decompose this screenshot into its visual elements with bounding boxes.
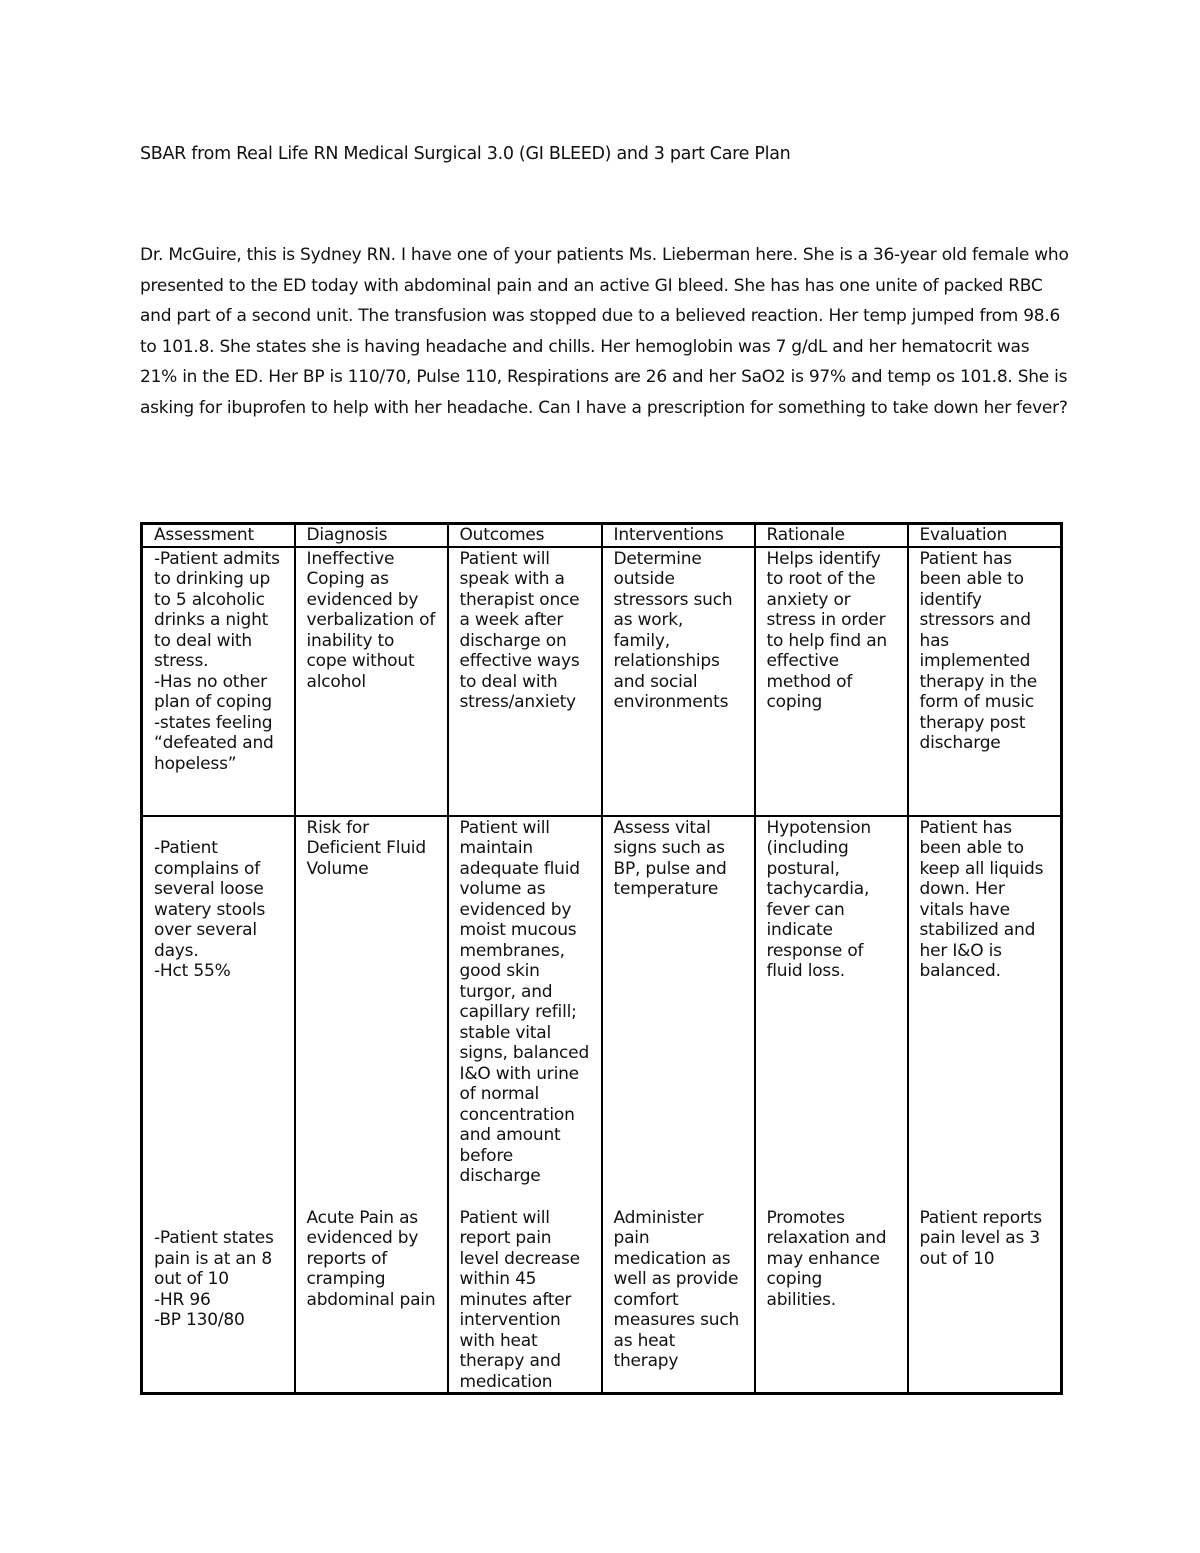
cell-text: Hypotension (including postural, tachycardia, fever can indicate response of fluid loss. xyxy=(766,817,871,981)
table-row xyxy=(142,816,1062,1394)
cell-text: Patient has been able to keep all liquids down. Her vitals have stabilized and her I&O is balanced. xyxy=(919,817,1044,981)
header-rationale: Rationale xyxy=(755,524,908,547)
assessment-cell xyxy=(142,816,295,1394)
header-interventions: Interventions xyxy=(602,524,755,547)
header-outcomes: Outcomes xyxy=(448,524,602,547)
cell-text: -Patient admits to drinking up to 5 alcoholic drinks a night to deal with stress. -Has no other plan of coping -states feeling “defeated and hopeless” xyxy=(154,548,280,774)
evaluation-cell xyxy=(908,816,1062,1394)
sbar-paragraph: Dr. McGuire, this is Sydney RN. I have one of your patients Ms. Lieberman here. She is a 36-year old female who presented to the ED today with abdominal pain and an active GI bleed. She has has one unite of packed RBC and part of a second unit. The transfusion was stopped due to a believed reaction. Her temp jumped from 98.6 to 101.8. She states she is having headache and chills. Her hemoglobin was 7 g/dL and her hematocrit was 21% in the ED. Her BP is 110/70, Pulse 110, Respirations are 26 and her SaO2 is 97% and temp os 101.8. She is asking for ibuprofen to help with her headache. Can I have a prescription for something to take down her fever? xyxy=(140,245,1069,418)
table-header-row xyxy=(142,524,1062,547)
cell-text: Patient will maintain adequate fluid volume as evidenced by moist mucous membranes, good skin turgor, and capillary refill; stable vital signs, balanced I&O with urine of normal concentration and amount before discharge xyxy=(459,817,590,1186)
page-title: SBAR from Real Life RN Medical Surgical 3.0 (GI BLEED) and 3 part Care Plan xyxy=(140,144,791,164)
diagnosis-cell xyxy=(295,816,448,1394)
cell-text: Assess vital signs such as BP, pulse and temperature xyxy=(613,817,727,899)
interventions-cell xyxy=(602,547,755,816)
interventions-cell xyxy=(602,816,755,1394)
table-row xyxy=(142,547,1062,816)
cell-text: Helps identify to root of the anxiety or stress in order to help find an effective method of coping xyxy=(766,548,887,712)
cell-text: -Patient complains of several loose watery stools over several days. -Hct 55% xyxy=(154,838,266,981)
assessment-cell xyxy=(142,547,295,816)
cell-text: Risk for Deficient Fluid Volume xyxy=(306,817,426,879)
diagnosis-cell xyxy=(295,547,448,816)
cell-text: Patient will report pain level decrease within 45 minutes after intervention with heat therapy and medication xyxy=(459,1207,580,1392)
cell-text: Determine outside stressors such as work, family, relationships and social environments xyxy=(613,548,733,712)
cell-text: Patient reports pain level as 3 out of 10 xyxy=(919,1207,1042,1269)
outcomes-cell xyxy=(448,547,602,816)
header-assessment: Assessment xyxy=(142,524,295,547)
cell-text: Patient has been able to identify stressors and has implemented therapy in the form of music therapy post discharge xyxy=(919,548,1038,753)
rationale-cell xyxy=(755,547,908,816)
care-plan-table xyxy=(140,522,1063,1395)
sbar-report xyxy=(140,240,1070,424)
header-evaluation: Evaluation xyxy=(908,524,1062,547)
outcomes-cell xyxy=(448,816,602,1394)
header-diagnosis: Diagnosis xyxy=(295,524,448,547)
cell-text: Administer pain medication as well as provide comfort measures such as heat therapy xyxy=(613,1207,740,1371)
cell-text: Ineffective Coping as evidenced by verbalization of inability to cope without alcohol xyxy=(306,548,436,692)
cell-text: Promotes relaxation and may enhance coping abilities. xyxy=(766,1207,887,1310)
rationale-cell xyxy=(755,816,908,1394)
cell-text: -Patient states pain is at an 8 out of 10 -HR 96 -BP 130/80 xyxy=(154,1228,274,1330)
cell-text: Acute Pain as evidenced by reports of cramping abdominal pain xyxy=(306,1207,436,1310)
cell-text: Patient will speak with a therapist once a week after discharge on effective ways to deal with stress/anxiety xyxy=(459,548,580,712)
evaluation-cell xyxy=(908,547,1062,816)
